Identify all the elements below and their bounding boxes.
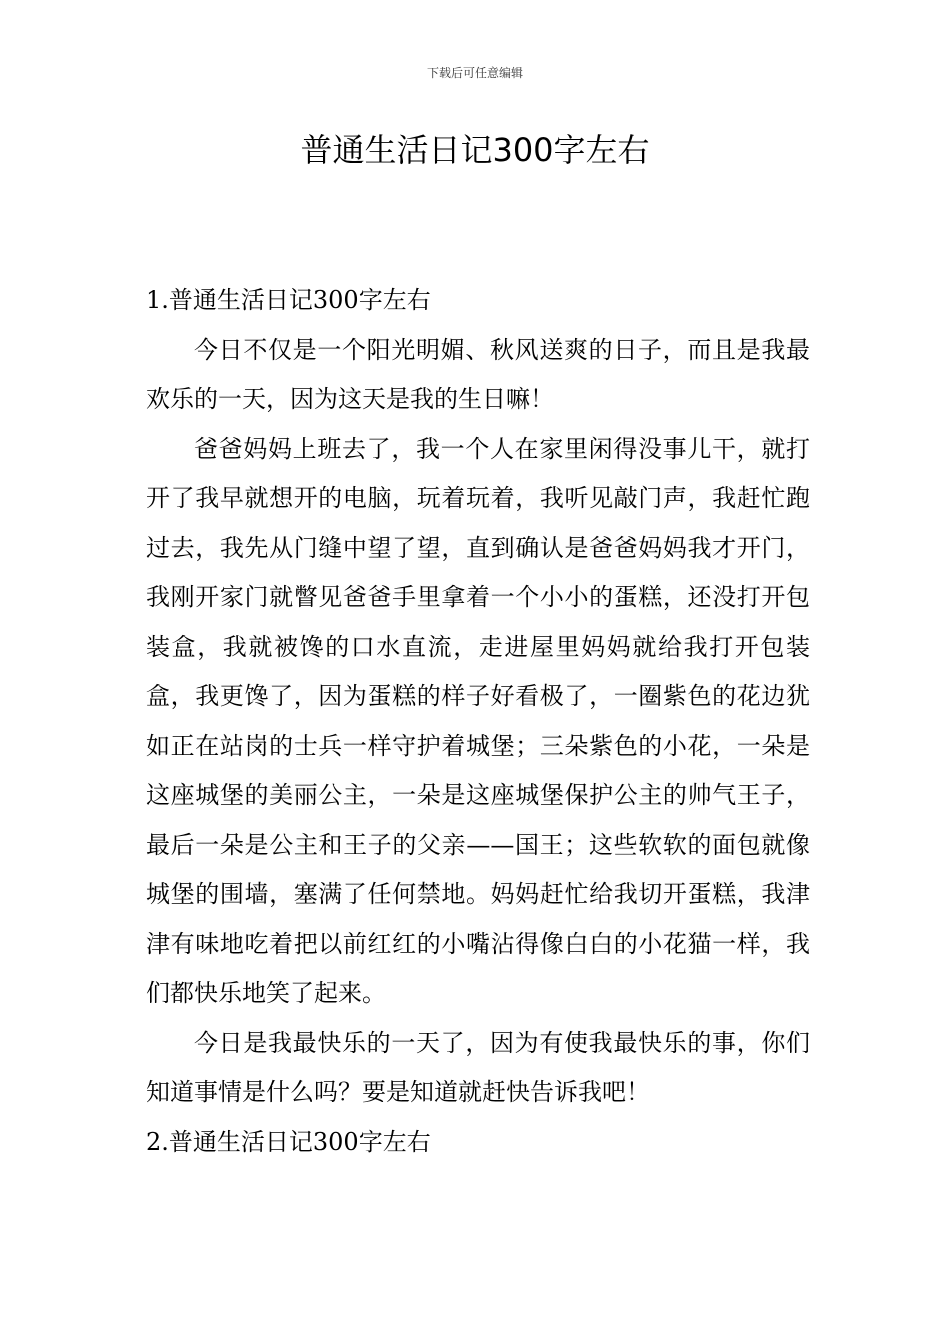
document-title: 普通生活日记300字左右 xyxy=(300,131,650,169)
paragraph-story: 爸爸妈妈上班去了，我一个人在家里闲得没事儿干，就打开了我早就想开的电脑，玩着玩着，我听见敲门声，我赶忙跑过去，我先从门缝中望了望，直到确认是爸爸妈妈我才开门，我刚开家门就瞥见爸爸手里拿着一个小小的蛋糕，还没打开包装盒，我就被馋的口水直流，走进屋里妈妈就给我打开包装盒，我更馋了，因为蛋糕的样子好看极了，一圈紫色的花边犹如正在站岗的士兵一样守护着城堡；三朵紫色的小花，一朵是这座城堡的美丽公主，一朵是这座城堡保护公主的帅气王子，最后一朵是公主和王子的父亲——国王；这些软软的面包就像城堡的围墙，塞满了任何禁地。妈妈赶忙给我切开蛋糕，我津津有味地吃着把以前红红的小嘴沾得像白白的小花猫一样，我们都快乐地笑了起来。 xyxy=(146,434,810,1007)
section-heading-1: 1.普通生活日记300字左右 xyxy=(146,286,431,314)
document-body xyxy=(146,276,810,1167)
section-heading-2: 2.普通生活日记300字左右 xyxy=(146,1127,431,1156)
paragraph-conclusion: 今日是我最快乐的一天了，因为有使我最快乐的事，你们知道事情是什么吗？要是知道就赶快告诉我吧！ xyxy=(146,1028,810,1106)
paragraph-intro: 今日不仅是一个阳光明媚、秋风送爽的日子，而且是我最欢乐的一天，因为这天是我的生日嘛！ xyxy=(146,335,810,413)
page-header-note: 下载后可任意编辑 xyxy=(426,66,523,80)
